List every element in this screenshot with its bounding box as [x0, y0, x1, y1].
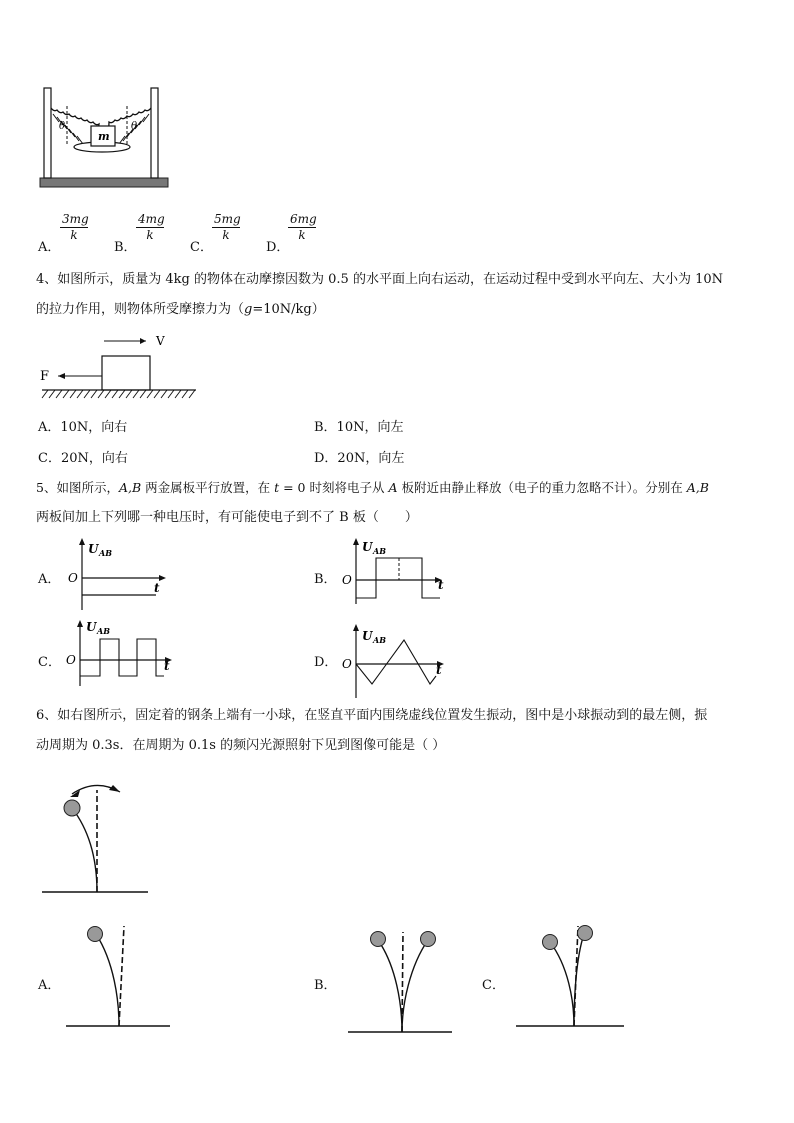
q5-option-a-label[interactable]: A． — [38, 572, 61, 587]
svg-text:O: O — [66, 653, 76, 667]
q3-option-b-label[interactable]: B． — [114, 240, 137, 255]
q6-main-figure — [40, 776, 152, 896]
q6-text-line2: 动周期为 0.3s．在周期为 0.1s 的频闪光源照射下见到图像可能是（ ） — [36, 738, 446, 753]
svg-text:t: t — [154, 581, 160, 595]
q3-option-d-fraction: $\frac{6mg}{k}$ — [290, 212, 317, 242]
q3-option-a-label[interactable]: A． — [38, 240, 61, 255]
q3-option-b-fraction: $\frac{4mg}{k}$ — [138, 212, 165, 242]
q5-option-d-label[interactable]: D． — [314, 655, 338, 670]
q6-text-line1: 6、如右图所示，固定着的钢条上端有一小球，在竖直平面内围绕虚线位置发生振动，图中是小球振动到的最左侧，振 — [36, 708, 708, 723]
q3-figure — [38, 84, 170, 192]
force-label: F — [40, 369, 50, 384]
q3-option-a-fraction: $\frac{3mg}{k}$ — [62, 212, 89, 242]
svg-text:AB: AB — [373, 635, 386, 645]
q3-option-d-label[interactable]: D． — [266, 240, 290, 255]
svg-text:O: O — [342, 657, 352, 671]
svg-text:t: t — [436, 663, 442, 677]
svg-text:U: U — [86, 620, 97, 634]
theta-right: θ — [131, 121, 138, 132]
svg-text:t: t — [164, 659, 170, 673]
q6-figure-c — [514, 922, 628, 1032]
q5-option-b-label[interactable]: B． — [314, 572, 337, 587]
q4-option-c[interactable]: C．20N，向右 — [38, 451, 128, 466]
q4-figure — [36, 332, 200, 404]
velocity-label: V — [156, 334, 165, 348]
mass-label: m — [98, 130, 110, 143]
q3-option-c-label[interactable]: C． — [190, 240, 213, 255]
q6-figure-b — [346, 922, 456, 1036]
q6-option-b-label[interactable]: B． — [314, 978, 337, 993]
svg-text:O: O — [342, 573, 352, 587]
q4-option-b[interactable]: B．10N，向左 — [314, 420, 404, 435]
svg-text:U: U — [362, 629, 373, 643]
q5-text-line1: 5、如图所示，A,B 两金属板平行放置，在 t = 0 时刻将电子从 A 板附近由静止释放（电子的重力忽略不计）。分别在 A,B — [36, 480, 709, 495]
q6-option-a-label[interactable]: A． — [38, 978, 61, 993]
q4-text-line1: 4、如图所示，质量为 4kg 的物体在动摩擦因数为 0.5 的水平面上向右运动，在运动过程中受到水平向左、大小为 10N — [36, 272, 723, 287]
q6-figure-a — [64, 922, 174, 1032]
q4-text-line2: 的拉力作用，则物体所受摩擦力为（g=10N/kg） — [36, 302, 325, 317]
q3-option-c-fraction: $\frac{5mg}{k}$ — [214, 212, 241, 242]
q5-graph-d — [340, 620, 452, 700]
svg-text:AB: AB — [97, 626, 110, 636]
q5-graph-c — [64, 616, 180, 692]
q4-option-d[interactable]: D．20N，向左 — [314, 451, 405, 466]
svg-text:t: t — [438, 578, 444, 592]
q5-graph-b — [340, 536, 450, 612]
svg-text:U: U — [88, 542, 99, 556]
svg-text:U: U — [362, 540, 373, 554]
q6-option-c-label[interactable]: C． — [482, 978, 505, 993]
q5-option-c-label[interactable]: C． — [38, 655, 61, 670]
svg-text:AB: AB — [99, 548, 112, 558]
q5-graph-a — [64, 536, 176, 612]
theta-left: θ — [59, 121, 66, 132]
svg-text:O: O — [68, 571, 78, 585]
q5-text-line2: 两板间加上下列哪一种电压时，有可能使电子到不了 B 板（ ） — [36, 510, 418, 525]
q4-option-a[interactable]: A．10N，向右 — [38, 420, 128, 435]
svg-text:AB: AB — [373, 546, 386, 556]
